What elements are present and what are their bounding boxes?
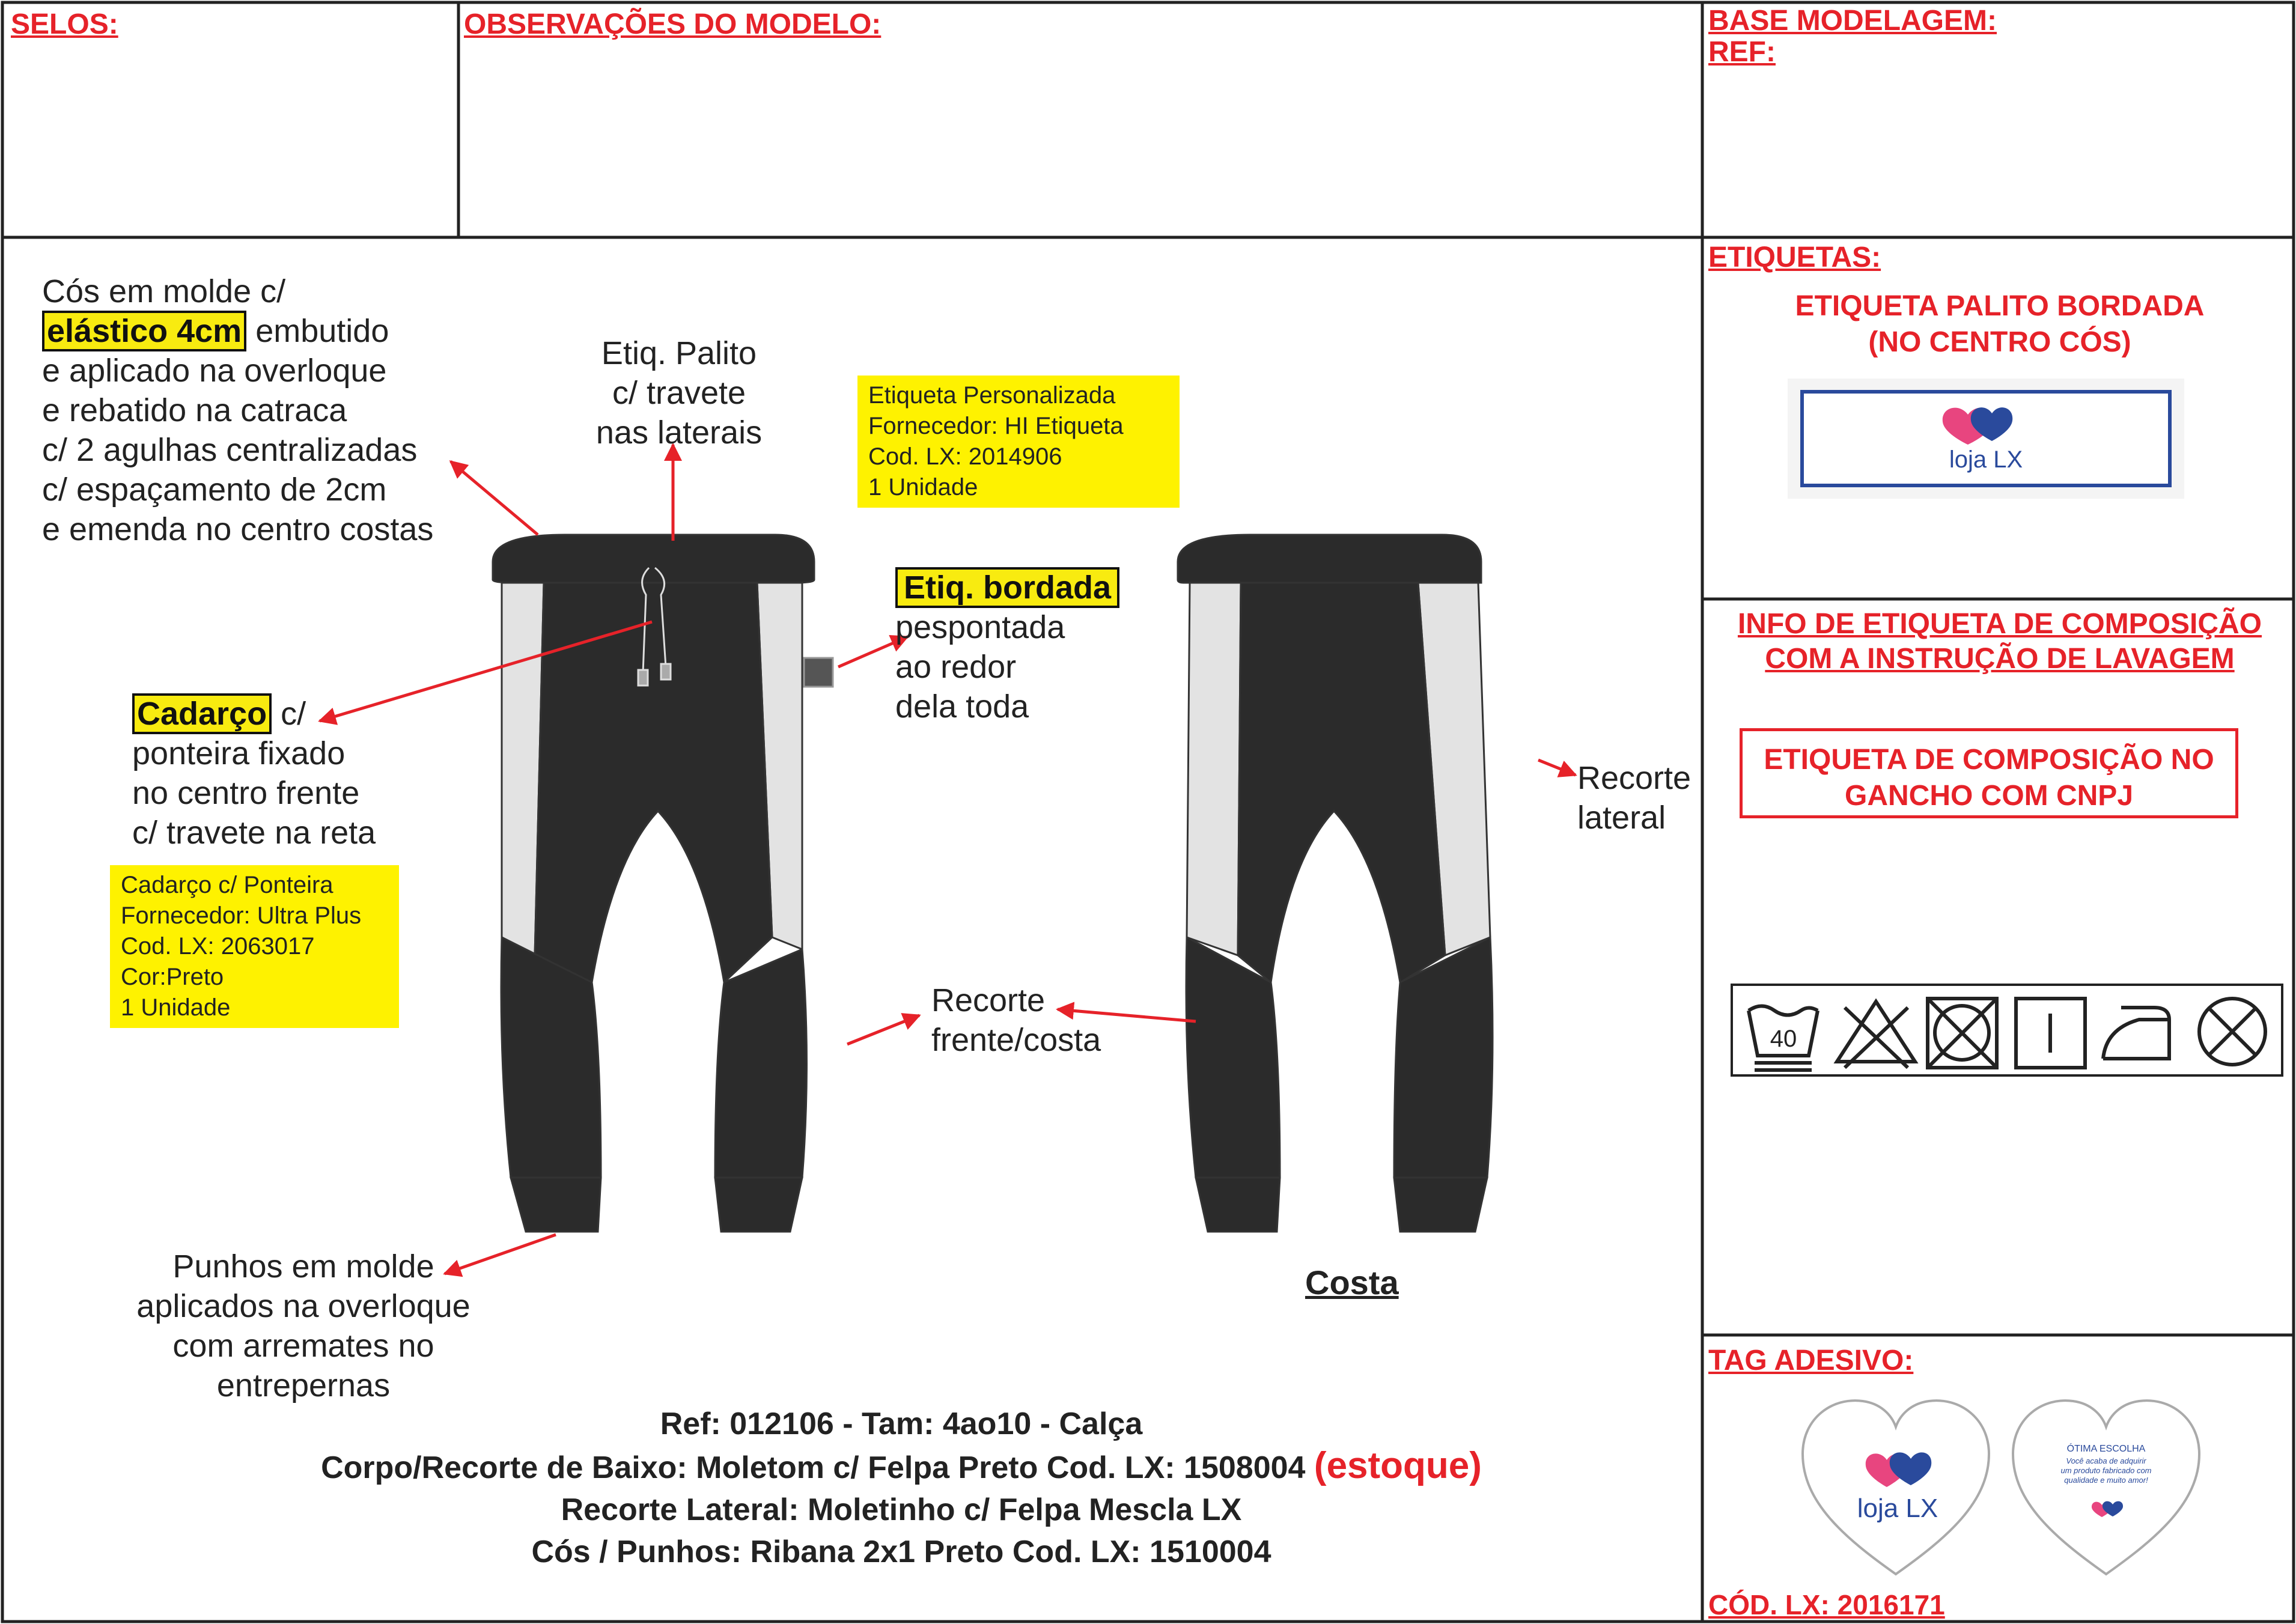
- box-cadarco-ponteira: Cadarço c/ Ponteira Fornecedor: Ultra Plus Cod. LX: 2063017 Cor:Preto 1 Unidade: [110, 865, 399, 1028]
- note-cos: Cós em molde c/ elástico 4cm embutido e aplicado na overloque e rebatido na catraca c/ 2 agulhas centralizadas c/ espaçamento de 2cm e emenda no centro costas: [42, 273, 434, 547]
- spec-block: [180, 1403, 1622, 1573]
- info-composicao-title: INFO DE ETIQUETA DE COMPOSIÇÃO COM A INSTRUÇÃO DE LAVAGEM: [1737, 608, 2262, 675]
- cod-lx: CÓD. LX: 2016171: [1708, 1589, 1945, 1620]
- spec-ref: Ref: 012106 - Tam: 4ao10 - Calça: [660, 1407, 1143, 1441]
- box-etiqueta-personalizada: Etiqueta Personalizada Fornecedor: HI Etiqueta Cod. LX: 2014906 1 Unidade: [857, 376, 1180, 508]
- etiqueta-palito-title: ETIQUETA PALITO BORDADA (NO CENTRO CÓS): [1795, 290, 2205, 358]
- etiquetas-header: ETIQUETAS:: [1708, 242, 1881, 273]
- svg-text:40: 40: [1770, 1026, 1797, 1052]
- selos-header: SELOS:: [11, 8, 118, 40]
- svg-text:Você acaba de adquirir: Você acaba de adquirir: [2066, 1456, 2146, 1465]
- label-logo-text: loja LX: [1949, 446, 2023, 473]
- spec-cos-punhos: Cós / Punhos: Ribana 2x1 Preto Cod. LX: 1510004: [531, 1534, 1271, 1569]
- costa-label: Costa: [1305, 1264, 1399, 1301]
- observacoes-header: OBSERVAÇÕES DO MODELO:: [464, 8, 882, 40]
- composicao-box: ETIQUETA DE COMPOSIÇÃO NO GANCHO COM CNPJ: [1740, 728, 2238, 818]
- svg-text:qualidade e muito amor!: qualidade e muito amor!: [2064, 1476, 2148, 1485]
- note-etiq-palito: Etiq. Palito c/ travete nas laterais: [595, 335, 763, 451]
- note-etiq-bordada: Etiq. bordada pespontada ao redor dela toda: [895, 568, 1119, 726]
- tag-adesivo-header: TAG ADESIVO:: [1708, 1345, 1914, 1376]
- note-punhos: Punhos em molde aplicados na overloque com arremates no entrepernas: [136, 1248, 470, 1404]
- note-cadarco: Cadarço c/ ponteira fixado no centro frente c/ travete na reta: [132, 694, 376, 853]
- tag-front-logo-text: loja LX: [1857, 1494, 1938, 1523]
- svg-text:um produto fabricado com: um produto fabricado com: [2060, 1466, 2152, 1475]
- ref-header: REF:: [1708, 36, 1776, 68]
- note-recorte-lateral: Recorte lateral: [1577, 760, 1692, 836]
- spec-corpo: Corpo/Recorte de Baixo: Moletom c/ Felpa Preto Cod. LX: 1508004: [321, 1450, 1306, 1485]
- note-recorte-frente: Recorte frente/costa: [931, 982, 1101, 1058]
- spec-recorte-lateral: Recorte Lateral: Moletinho c/ Felpa Mescla LX: [561, 1492, 1242, 1527]
- spec-estoque: (estoque): [1314, 1445, 1482, 1486]
- elastico-highlight: elástico 4cm: [42, 311, 246, 351]
- svg-text:ÓTIMA ESCOLHA: ÓTIMA ESCOLHA: [2066, 1444, 2146, 1454]
- base-modelagem-header: BASE MODELAGEM:: [1708, 5, 1997, 37]
